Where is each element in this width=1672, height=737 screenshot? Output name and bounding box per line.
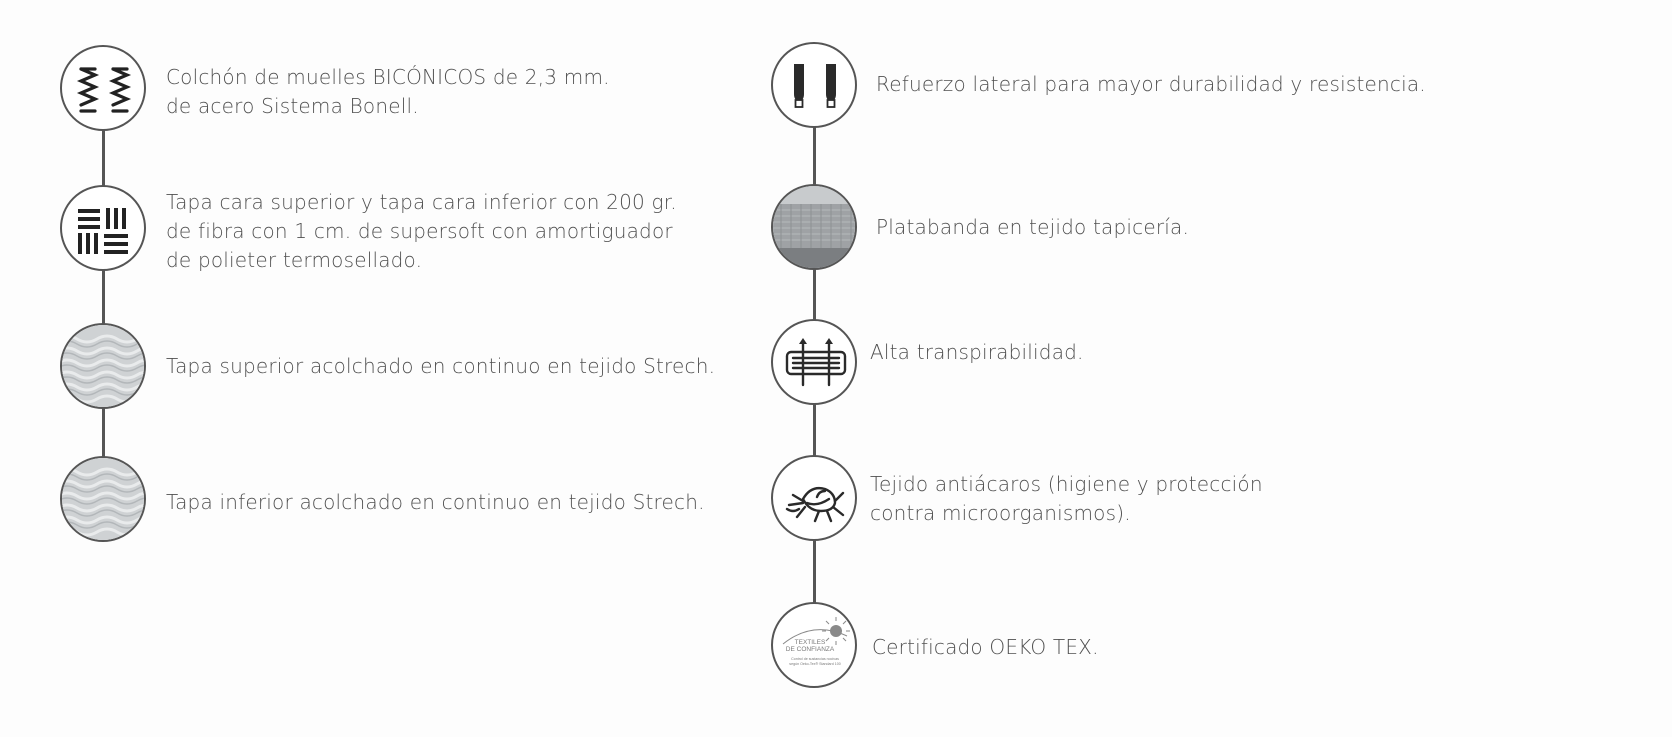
quilted-fabric-icon xyxy=(60,456,146,542)
fiber-layers-icon xyxy=(60,185,146,271)
badge-small-1: Control de sustancias nocivas xyxy=(791,657,839,661)
feature-text-line: Colchón de muelles BICÓNICOS de 2,3 mm. xyxy=(166,65,610,89)
quilted-fabric-icon xyxy=(60,323,146,409)
timeline-connector xyxy=(102,100,105,490)
badge-line-1: TEXTILES xyxy=(794,639,826,646)
feature-text-line: Tapa superior acolchado en continuo en tejido Strech. xyxy=(166,354,716,378)
features-right-column xyxy=(700,0,1672,737)
features-left-column xyxy=(0,0,800,737)
side-reinforcement-icon xyxy=(771,42,857,128)
badge-small-2: según Oeko-Tex® Standard 100 xyxy=(789,662,841,666)
badge-line-2: DE CONFIANZA xyxy=(785,646,835,653)
breathability-icon xyxy=(771,319,857,405)
upholstery-border-icon xyxy=(771,184,857,270)
oeko-tex-badge-icon xyxy=(771,602,857,688)
spring-coils-icon xyxy=(60,45,146,131)
feature-text-line: de fibra con 1 cm. de supersoft con amortiguador xyxy=(166,219,673,243)
feature-text-line: Tejido antiácaros (higiene y protección xyxy=(870,472,1263,496)
feature-text-line: contra microorganismos). xyxy=(870,501,1131,525)
feature-text-line: Alta transpirabilidad. xyxy=(870,340,1084,364)
feature-text-line: Platabanda en tejido tapicería. xyxy=(876,215,1190,239)
feature-text-line: Tapa inferior acolchado en continuo en tejido Strech. xyxy=(166,490,705,514)
feature-text-line: Tapa cara superior y tapa cara inferior con 200 gr. xyxy=(166,190,677,214)
feature-text-line: de polieter termosellado. xyxy=(166,248,423,272)
feature-text-line: Refuerzo lateral para mayor durabilidad y resistencia. xyxy=(876,72,1426,96)
anti-mite-icon xyxy=(771,455,857,541)
feature-text-line: Certificado OEKO TEX. xyxy=(872,635,1099,659)
feature-text-line: de acero Sistema Bonell. xyxy=(166,94,419,118)
